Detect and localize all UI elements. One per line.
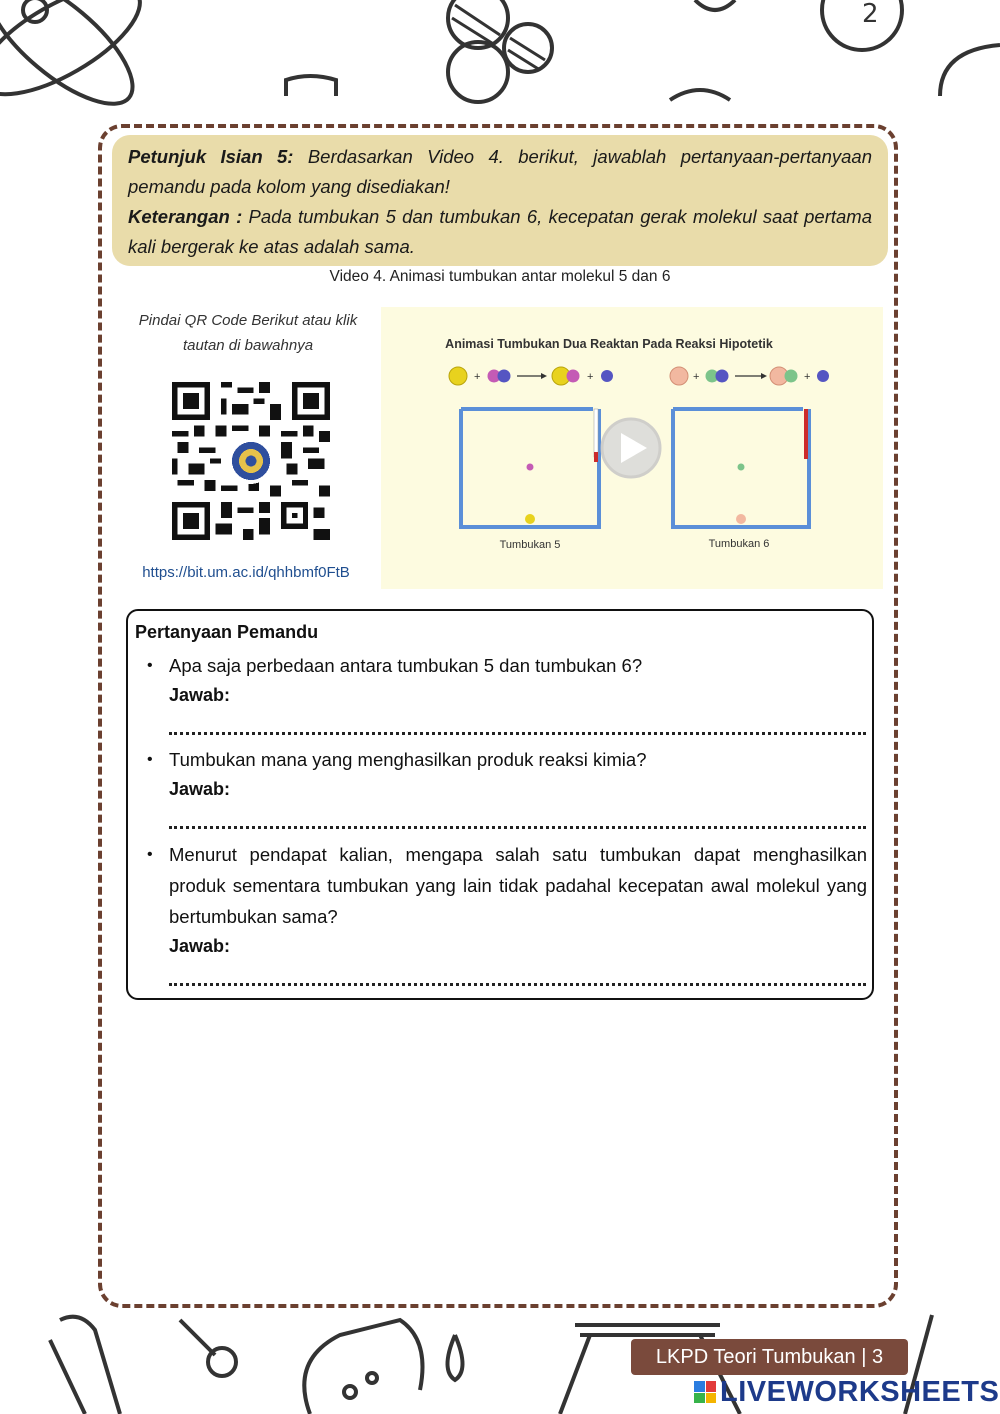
svg-text:+: +	[474, 371, 481, 383]
instruction-title: Petunjuk Isian 5:	[128, 146, 294, 167]
question-3	[147, 839, 867, 932]
qr-instruction: Pindai QR Code Berikut atau klik tautan di bawahnya	[138, 312, 358, 354]
qr-code[interactable]	[172, 382, 330, 540]
question-text: Apa saja perbedaan antara tumbukan 5 dan tumbukan 6?	[169, 655, 643, 676]
svg-text:+: +	[693, 371, 700, 383]
play-icon	[602, 419, 660, 477]
answer-label-1: Jawab:	[169, 685, 231, 705]
guiding-questions-box	[126, 609, 874, 1000]
note-label: Keterangan :	[128, 206, 243, 227]
answer-field-3[interactable]	[169, 960, 866, 986]
question-text: Menurut pendapat kalian, mengapa salah satu tumbukan dapat menghasilkan produk sementara tumbukan yang lain tidak padahal kecepatan awal molekul yang bertumbukan sama?	[169, 844, 867, 927]
svg-text:+: +	[804, 371, 811, 383]
bullet-icon: •	[147, 846, 153, 863]
video-title: Animasi Tumbukan Dua Reaktan Pada Reaksi Hipotetik	[445, 337, 773, 351]
video-right-label: Tumbukan 6	[708, 538, 770, 550]
note-text: Pada tumbukan 5 dan tumbukan 6, kecepatan gerak molekul saat pertama kali bergerak ke atas adalah sama.	[128, 206, 872, 257]
video-thumbnail	[381, 307, 883, 589]
instruction-box	[112, 135, 888, 266]
brand-text: LIVEWORKSHEETS	[720, 1375, 1000, 1408]
answer-field-1[interactable]	[169, 709, 866, 735]
svg-text:+: +	[587, 371, 594, 383]
question-2	[147, 744, 867, 775]
answer-field-2[interactable]	[169, 803, 866, 829]
question-1	[147, 650, 867, 681]
bullet-icon: •	[147, 657, 153, 674]
qr-link[interactable]: https://bit.um.ac.id/qhhbmf0FtB	[142, 564, 350, 581]
liveworksheets-brand[interactable]	[694, 1374, 999, 1410]
video-player[interactable]	[381, 307, 883, 589]
bullet-icon: •	[147, 751, 153, 768]
instruction-text: Berdasarkan Video 4. berikut, jawablah pertanyaan-pertanyaan pemandu pada kolom yang disediakan!	[128, 146, 872, 197]
footer-page-label: LKPD Teori Tumbukan | 3	[631, 1339, 908, 1375]
video-caption: Video 4. Animasi tumbukan antar molekul 5 dan 6	[329, 268, 671, 285]
liveworksheets-logo-icon	[694, 1381, 716, 1403]
video-left-label: Tumbukan 5	[499, 539, 561, 551]
answer-label-3: Jawab:	[169, 936, 231, 956]
questions-title: Pertanyaan Pemandu	[135, 622, 319, 642]
question-text: Tumbukan mana yang menghasilkan produk reaksi kimia?	[169, 749, 647, 770]
svg-text:2: 2	[862, 0, 879, 29]
answer-label-2: Jawab:	[169, 779, 231, 799]
